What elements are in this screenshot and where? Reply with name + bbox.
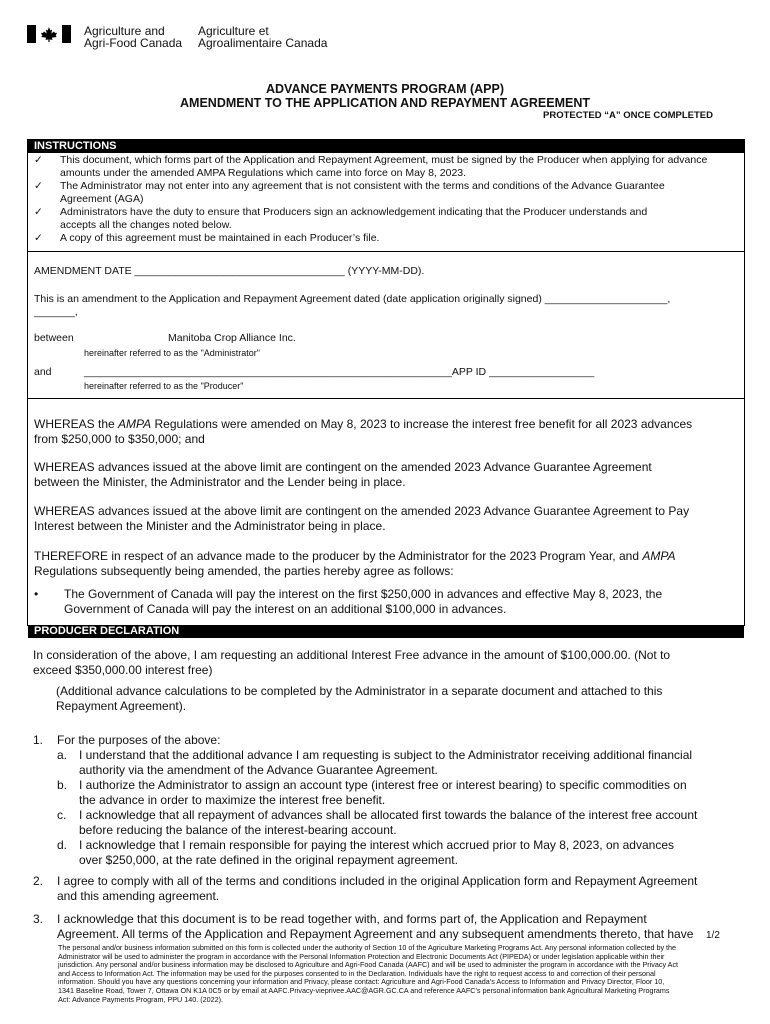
checkmark-icon: ✓	[34, 206, 43, 218]
original-date-field-cont[interactable]: _______,	[34, 306, 78, 318]
original-agreement-date-row: This is an amendment to the Application and Repayment Agreement dated (date application originally signed) _____________________, _______,	[34, 293, 671, 318]
instruction-item	[34, 154, 738, 180]
whereas-clause-1: WHEREAS the AMPA Regulations were amended on May 8, 2023 to increase the interest free benefit for all 2023 advances from $250,000 to $350,000; and	[34, 417, 693, 446]
protected-label: PROTECTED “A” ONCE COMPLETED	[543, 110, 713, 121]
sub-item-a: a. I understand that the additional advance I am requesting is subject to the Administrator receiving additional financial authority via the amendment of the Advance Guarantee Agreement.	[57, 748, 693, 777]
declaration-intro: In consideration of the above, I am requesting an additional Interest Free advance in the amount of $100,000.00. (Not to exceed $350,000.00 interest free)	[33, 648, 671, 677]
document-subtitle: AMENDMENT TO THE APPLICATION AND REPAYMENT AGREEMENT	[180, 96, 590, 110]
whereas-clause-2: WHEREAS advances issued at the above limit are contingent on the amended 2023 Advance Guarantee Agreement between the Minister, the Administrator and the Lender being in place.	[34, 460, 652, 489]
original-date-field[interactable]: _____________________,	[544, 293, 671, 305]
therefore-clause: THEREFORE in respect of an advance made to the producer by the Administrator for the 2023 Program Year, and AMPA Regulations subsequently being amended, the parties hereby agree as follows:	[34, 549, 676, 578]
canada-flag-icon	[27, 25, 71, 43]
bullet-icon: •	[34, 587, 39, 601]
producer-note: hereinafter referred to as the "Producer"	[84, 381, 244, 391]
sub-item-c: c. I acknowledge that all repayment of advances shall be allocated first towards the balance of the interest free account before reducing the balance of the interest-bearing account.	[57, 808, 698, 837]
producer-declaration-heading: PRODUCER DECLARATION	[28, 625, 744, 638]
sub-item-b: b. I authorize the Administrator to assign an account type (interest free or interest bearing) to specific commodities on the advance in order to maximize the interest free benefit.	[57, 778, 687, 807]
checkmark-icon: ✓	[34, 232, 43, 244]
agreement-box: INSTRUCTIONS ✓ This document, which forms part of the Application and Repayment Agreement, must be signed by the Producer when applying for advance amounts under the amended AMPA Regulations which came into force on May 8, 2023. ✓ The Administrator may not enter into any agreement that is not consistent with the terms and conditions of the Advance Guarantee Agreement (AGA) ✓ Administrators have the duty to ensure that Producers sign an acknowledgement indicating that the Producer understands and accepts all the changes noted below. ✓ A copy of this agreement must be maintained in each Producer’s file. AMENDMENT DATE ____________________________________ (YYYY-MM-DD). This is an amendment to the Application and Repayment Agreement dated (date application originally signed) _____________________, _______, between Manitoba Crop Alliance Inc. hereinafter referred to as the "Administrator" and _______________________________________________________________APP ID __________________ hereinafter referred to as the "Producer" WHEREAS the AMPA Regulations were amended on May 8, 2023 to increase the interest free benefit for all 2023 advances from $250,000 to $350,000; and WHEREAS advances issued at the above limit are contingent on the amended 2023 Advance Guarantee Agreement between the Minister, the Administrator and the Lender being in place. WHEREAS advances issued at the above limit are contingent on the amended 2023 Advance Guarantee Agreement to Pay Interest between the Minister and the Administrator being in place. THEREFORE in respect of an advance made to the producer by the Administrator for the 2023 Program Year, and AMPA Regulations subsequently being amended, the parties hereby agree as follows: • The Government of Canada will pay the interest on the first $250,000 in advances and effective May 8, 2023, the Government of Canada will pay the interest on an additional $100,000 in advances. PRODUCER DECLARATION	[27, 139, 745, 626]
instruction-item: ✓ The Administrator may not enter into any agreement that is not consistent with the terms and conditions of the Advance Guarantee Agreement (AGA)	[34, 180, 665, 205]
page-number: 1/2	[706, 930, 720, 941]
instruction-item: ✓ A copy of this agreement must be maintained in each Producer’s file.	[34, 232, 380, 244]
administrator-name: Manitoba Crop Alliance Inc.	[168, 332, 296, 344]
whereas-clause-3: WHEREAS advances issued at the above limit are contingent on the amended 2023 Advance Guarantee Agreement to Pay Interest between the Minister and the Administrator being in place.	[34, 504, 690, 533]
sub-item-d: d. I acknowledge that I remain responsible for paying the interest which accrued prior to May 8, 2023, on advances over $250,000, at the rate defined in the original repayment agreement.	[57, 838, 675, 867]
amendment-date-field[interactable]: ____________________________________	[134, 265, 345, 277]
producer-row	[84, 366, 744, 379]
department-name-french: Agriculture et Agroalimentaire Canada	[198, 24, 328, 50]
and-label: and	[34, 366, 52, 378]
date-format-hint: (YYYY-MM-DD).	[347, 265, 425, 277]
amendment-date-row	[34, 265, 738, 278]
checkmark-icon: ✓	[34, 154, 43, 166]
amendment-date-label: AMENDMENT DATE	[34, 265, 132, 277]
department-name-english: Agriculture and Agri-Food Canada	[84, 24, 183, 50]
document-title: ADVANCE PAYMENTS PROGRAM (APP)	[266, 82, 504, 96]
instructions-heading: INSTRUCTIONS	[28, 140, 744, 153]
instruction-text: This document, which forms part of the Application and Repayment Agreement, must be signed by the Producer when applying for advance amounts under the amended AMPA Regulations which came into force on May 8, 2023.	[60, 154, 708, 179]
app-id-label: APP ID	[451, 366, 487, 378]
declaration-note: (Additional advance calculations to be completed by the Administrator in a separate document and attached to this Repayment Agreement).	[56, 684, 663, 713]
between-label: between	[34, 332, 74, 344]
checkmark-icon: ✓	[34, 180, 43, 192]
instructions-list	[34, 154, 738, 245]
privacy-notice: The personal and/or business information submitted on this form is collected under the authority of Section 10 of the Agriculture Marketing Programs Act. Any personal information collected by the Administrator will be used to administer the program in accordance with the Personal Information Protection and Electronic Documents Act (PIPEDA) or under legislation applicable within their jurisdiction. Any personal and/or business information may be disclosed to Agriculture and Agri-Food Canada (AAFC) and will be used to administer the program in accordance with the Privacy Act and Access to Information Act. The information may be used for the purposes consented to in the Declaration. Individuals have the right to request access to and correction of their personal information. Should you have any questions concerning your information and Privacy, please contact: Agriculture and Agri-Food Canada’s Access to Information and Privacy Director, Floor 10, 1341 Baseline Road, Tower 7, Ottawa ON K1A 0C5 or by email at AAFC.Privacy-vieprivee.AAC@AGR.GC.CA and reference AAFC’s personal information bank Agricultural Marketing Programs Act: Advance Payments Program, PPU 140. (2022).	[58, 943, 679, 1004]
app-id-field[interactable]: __________________	[489, 366, 595, 378]
administrator-note: hereinafter referred to as the "Administrator"	[84, 348, 260, 358]
instruction-item: ✓ Administrators have the duty to ensure that Producers sign an acknowledgement indicating that the Producer understands and accepts all the changes noted below.	[34, 206, 648, 231]
producer-name-field[interactable]: _______________________________________________________________	[84, 366, 452, 378]
